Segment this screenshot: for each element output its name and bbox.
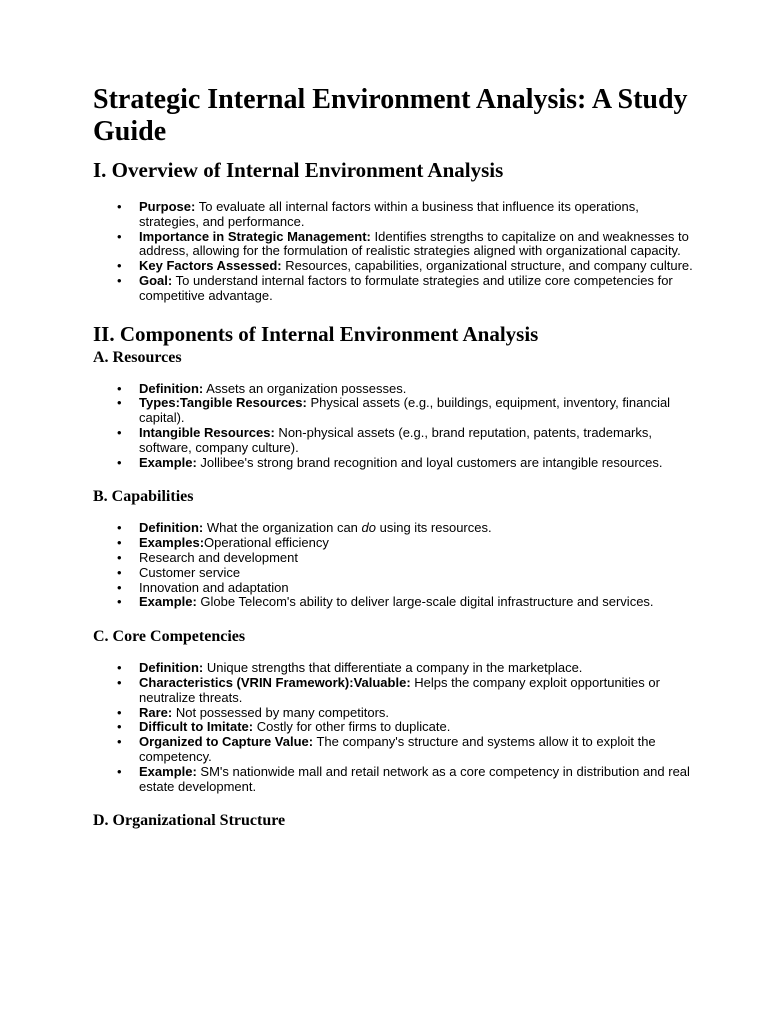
list-item <box>139 581 693 596</box>
item-text: What the organization can <box>203 520 362 536</box>
item-label: Purpose: <box>139 199 196 214</box>
item-label: Definition: <box>139 660 204 676</box>
core-competencies-heading: C. Core Competencies <box>93 628 246 646</box>
item-text: Operational efficiency <box>204 535 329 551</box>
list-item <box>139 426 693 456</box>
core-competencies-list <box>93 661 693 794</box>
item-text: To understand internal factors to formulate strategies and utilize core competencies for competitive advantage. <box>139 272 673 303</box>
item-label: Organized to Capture Value: <box>139 734 314 750</box>
item-text: Helps the company exploit opportunities or neutralize threats. <box>139 674 660 705</box>
list-item <box>139 566 693 581</box>
overview-list <box>93 200 693 304</box>
list-item <box>139 536 693 551</box>
section-2-heading: II. Components of Internal Environment Analysis <box>93 321 539 346</box>
list-item <box>139 521 693 536</box>
item-text: The company's structure and systems allow it to exploit the competency. <box>139 734 656 764</box>
item-label: Rare: <box>139 704 173 720</box>
list-item <box>139 735 693 765</box>
list-item <box>139 396 693 426</box>
list-item <box>139 200 693 230</box>
item-label: Intangible Resources: <box>139 424 275 440</box>
item-text: Globe Telecom's ability to deliver large-scale digital infrastructure and services. <box>196 594 654 610</box>
item-text: Non-physical assets (e.g., brand reputation, patents, trademarks, software, company culture). <box>139 424 653 455</box>
item-label: Definition: <box>139 380 204 396</box>
list-item <box>139 274 693 304</box>
item-text: Innovation and adaptation <box>139 579 289 595</box>
list-item <box>139 765 693 795</box>
item-label: Example: <box>139 594 197 610</box>
item-text: Costly for other firms to duplicate. <box>253 719 451 735</box>
item-emphasis: do <box>361 520 376 536</box>
section-1-heading: I. Overview of Internal Environment Analysis <box>93 158 504 182</box>
organizational-structure-heading: D. Organizational Structure <box>93 812 286 830</box>
item-text: SM's nationwide mall and retail network as a core competency in distribution and real estate development. <box>139 763 690 794</box>
item-label: Example: <box>139 454 197 470</box>
item-label: Example: <box>139 763 197 779</box>
list-item <box>139 706 693 721</box>
item-text: Research and development <box>139 549 298 565</box>
list-item <box>139 230 693 260</box>
item-label: Key Factors Assessed: <box>139 258 282 274</box>
item-label: Examples: <box>139 535 205 551</box>
item-text: Not possessed by many competitors. <box>172 704 390 720</box>
list-item <box>139 720 693 735</box>
item-text: Customer service <box>139 564 241 580</box>
list-item <box>139 551 693 566</box>
item-label: Characteristics (VRIN Framework):Valuable: <box>139 674 411 690</box>
resources-heading: A. Resources <box>93 348 182 366</box>
item-text: Resources, capabilities, organizational structure, and company culture. <box>281 258 693 274</box>
item-label: Goal: <box>139 272 173 288</box>
list-item <box>139 676 693 706</box>
list-item <box>139 595 693 610</box>
list-item <box>139 456 693 471</box>
item-text: Identifies strengths to capitalize on and weaknesses to address, allowing for the formulation of realistic strategies aligned with organizational capacity. <box>139 228 689 259</box>
capabilities-heading: B. Capabilities <box>93 488 194 506</box>
list-item <box>139 259 693 274</box>
item-text: Unique strengths that differentiate a company in the marketplace. <box>203 660 583 676</box>
resources-list <box>93 382 693 471</box>
document-title: Strategic Internal Environment Analysis: A Study Guide <box>93 84 688 147</box>
item-text: To evaluate all internal factors within a business that influence its operations, strategies, and performance. <box>139 199 639 229</box>
item-text: using its resources. <box>376 520 492 536</box>
item-label: Importance in Strategic Management: <box>139 228 371 244</box>
item-text: Physical assets (e.g., buildings, equipment, inventory, financial capital). <box>139 395 671 426</box>
list-item <box>139 382 693 397</box>
item-label: Difficult to Imitate: <box>139 719 254 735</box>
list-item <box>139 661 693 676</box>
item-text: Jollibee's strong brand recognition and loyal customers are intangible resources. <box>196 454 663 470</box>
item-label: Types:Tangible Resources: <box>139 395 307 411</box>
document-page <box>93 84 693 831</box>
capabilities-list <box>93 521 693 610</box>
item-label: Definition: <box>139 520 204 536</box>
item-text: Assets an organization possesses. <box>203 380 407 396</box>
